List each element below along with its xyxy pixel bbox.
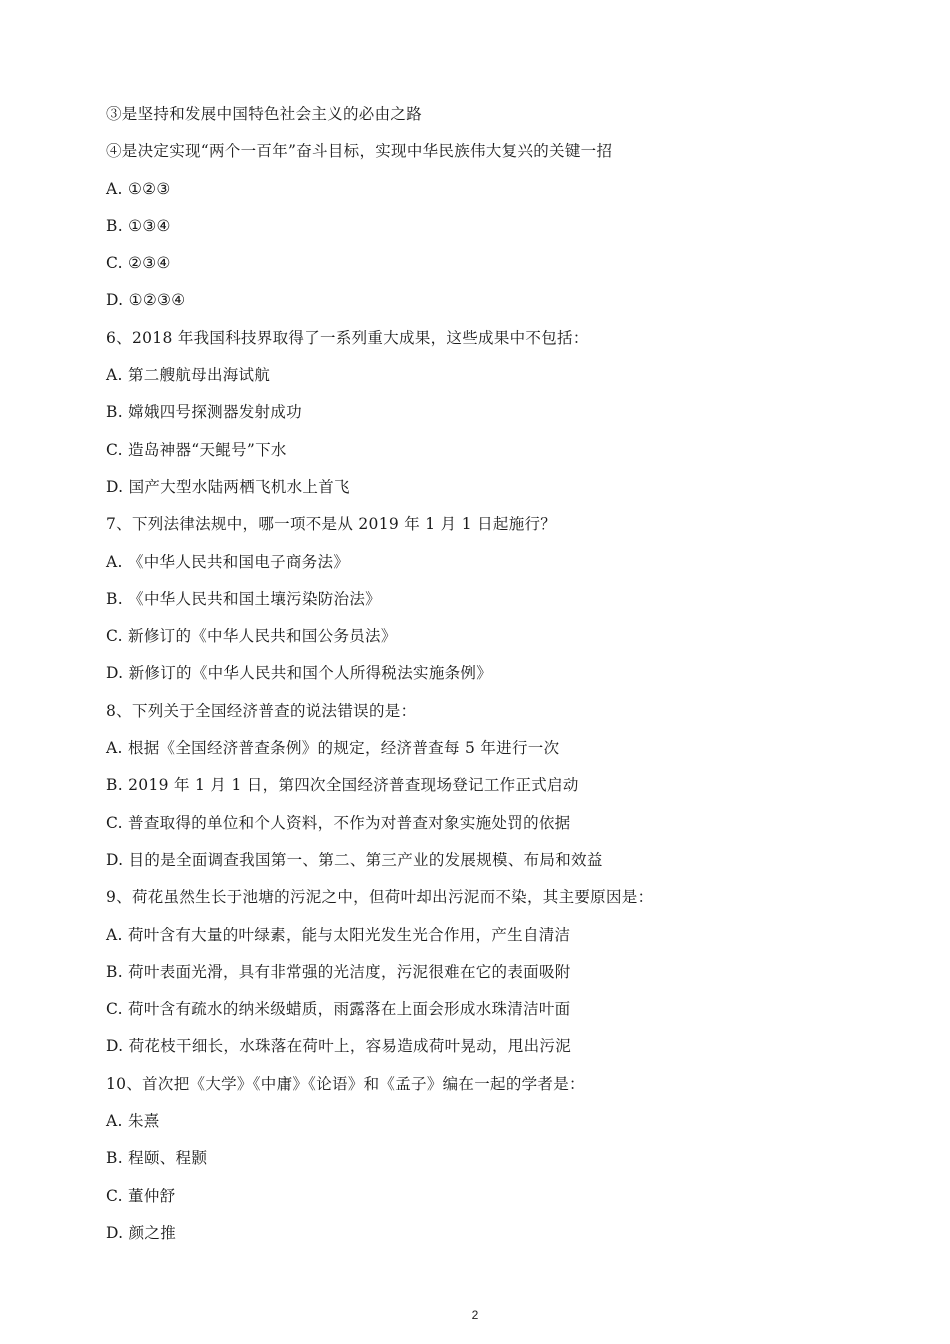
option-line: A. 荷叶含有大量的叶绿素，能与太阳光发生光合作用，产生自清洁 — [106, 925, 571, 944]
option-line: D. 国产大型水陆两栖飞机水上首飞 — [106, 477, 350, 496]
option-line: C. 董仲舒 — [106, 1186, 176, 1205]
option-line: B. ①③④ — [106, 216, 171, 235]
option-line: A. 第二艘航母出海试航 — [106, 366, 271, 385]
statement-line: ④是决定实现“两个一百年”奋斗目标，实现中华民族伟大复兴的关键一招 — [106, 142, 613, 161]
option-line: B. 嫦娥四号探测器发射成功 — [106, 403, 302, 422]
option-line: B. 荷叶表面光滑，具有非常强的光洁度，污泥很难在它的表面吸附 — [106, 962, 571, 981]
option-line: D. 颜之推 — [106, 1223, 177, 1242]
option-line: C. ②③④ — [106, 254, 171, 273]
option-line: A. 朱熹 — [106, 1112, 160, 1131]
question-8-stem: 8、下列关于全国经济普查的说法错误的是： — [106, 701, 417, 720]
option-line: D. 荷花枝干细长，水珠落在荷叶上，容易造成荷叶晃动，甩出污泥 — [106, 1037, 572, 1056]
option-line: B. 程颐、程颢 — [106, 1149, 208, 1168]
option-line: A. 《中华人民共和国电子商务法》 — [106, 552, 350, 571]
option-line: B. 2019 年 1 月 1 日，第四次全国经济普查现场登记工作正式启动 — [106, 776, 579, 795]
option-line: D. ①②③④ — [106, 291, 186, 310]
statement-line: ③是坚持和发展中国特色社会主义的必由之路 — [106, 105, 423, 123]
page-number: 2 — [471, 1308, 479, 1322]
question-9-stem: 9、荷花虽然生长于池塘的污泥之中，但荷叶却出污泥而不染，其主要原因是： — [106, 888, 654, 907]
option-line: C. 普查取得的单位和个人资料，不作为对普查对象实施处罚的依据 — [106, 813, 571, 832]
option-line: C. 新修订的《中华人民共和国公务员法》 — [106, 627, 397, 646]
option-line: C. 造岛神器“天鲲号”下水 — [106, 440, 287, 459]
option-line: C. 荷叶含有疏水的纳米级蜡质，雨露落在上面会形成水珠清洁叶面 — [106, 1000, 571, 1019]
question-7-stem: 7、下列法律法规中，哪一项不是从 2019 年 1 月 1 日起施行？ — [106, 515, 557, 534]
question-text-block — [106, 102, 906, 1258]
question-10-stem: 10、首次把《大学》《中庸》《论语》和《孟子》编在一起的学者是： — [106, 1074, 585, 1093]
option-line: D. 目的是全面调查我国第一、第二、第三产业的发展规模、布局和效益 — [106, 850, 603, 869]
option-line: D. 新修订的《中华人民共和国个人所得税法实施条例》 — [106, 664, 493, 683]
option-line: B. 《中华人民共和国土壤污染防治法》 — [106, 589, 381, 608]
option-line: A. 根据《全国经济普查条例》的规定，经济普查每 5 年进行一次 — [106, 739, 560, 758]
option-line: A. ①②③ — [106, 179, 171, 198]
question-6-stem: 6、2018 年我国科技界取得了一系列重大成果，这些成果中不包括： — [106, 328, 589, 347]
